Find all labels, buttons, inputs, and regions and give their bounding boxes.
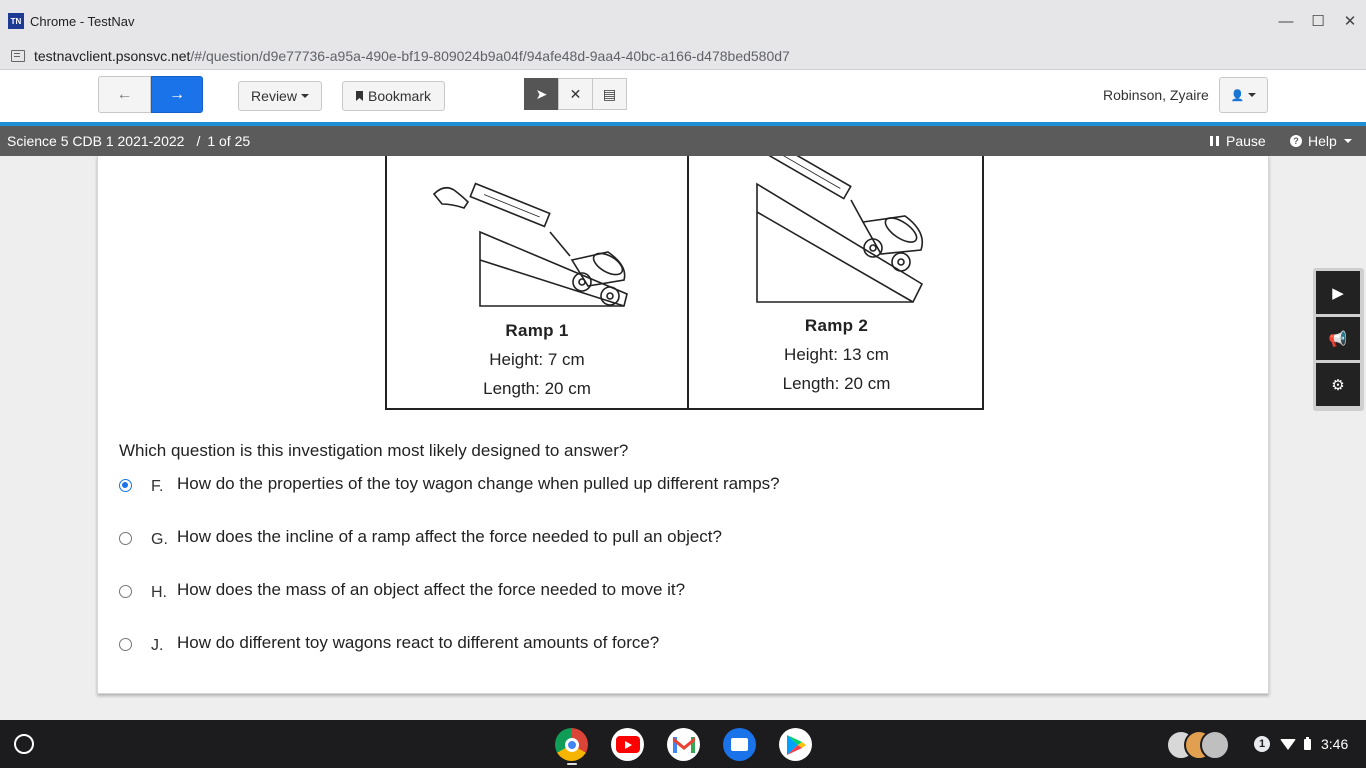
student-name: Robinson, Zyaire [1103,87,1209,103]
ramp-1-title: Ramp 1 [505,321,569,340]
answer-g-radio[interactable] [119,532,132,545]
answer-f-radio[interactable] [119,479,132,492]
window-title-bar [0,0,1366,42]
gmail-app-icon[interactable] [667,728,700,761]
launcher-icon[interactable] [14,734,34,754]
previous-question-button[interactable]: ← [98,76,151,113]
answer-option-f[interactable] [119,474,780,496]
test-separator: / [196,133,201,149]
ramp-2-cell [689,156,984,408]
gmail-icon [673,737,695,753]
answer-eliminator-button[interactable]: ✕ [558,78,593,110]
play-store-app-icon[interactable] [779,728,812,761]
pause-label: Pause [1226,133,1266,149]
play-icon[interactable]: ▶ [1316,271,1360,314]
answer-j-letter: J. [151,637,164,654]
window-title: Chrome - TestNav [30,13,135,29]
question-panel [97,156,1269,694]
user-icon: 👤 [1230,89,1245,102]
tray-thumbnail-3 [1200,730,1230,760]
ramp-2-title: Ramp 2 [804,316,869,335]
answer-j-radio[interactable] [119,638,132,651]
close-icon[interactable]: ✕ [1343,13,1357,30]
notepad-button[interactable]: ▤ [592,78,627,110]
answer-option-g[interactable] [119,527,722,549]
chrome-app-icon[interactable] [555,728,588,761]
notification-count: 1 [1254,736,1270,752]
ramp-2-height: Height: 13 cm [784,345,889,364]
status-area[interactable] [1244,730,1356,758]
system-shelf [0,720,1366,768]
megaphone-icon[interactable]: 📢 [1316,317,1360,360]
ramp-2-length: Length: 20 cm [782,374,891,393]
window-controls [1278,0,1358,42]
testnav-toolbar [0,70,1366,122]
review-button[interactable] [238,81,322,111]
help-button[interactable] [1290,126,1352,156]
ramp-table [385,156,984,410]
url-path: /#/question/d9e77736-a95a-490e-bf19-809024b9a04f/94afe48d-9aa4-40bc-a166-d478bed580d7 [190,47,790,64]
clock: 3:46 [1321,736,1349,752]
answer-j-text[interactable]: How do different toy wagons react to different amounts of force? [177,633,660,652]
answer-g-letter: G. [151,531,168,548]
youtube-app-icon[interactable] [611,728,644,761]
answer-option-j[interactable] [119,633,660,655]
chevron-down-icon [1248,93,1256,97]
chevron-down-icon [301,94,309,98]
answer-h-radio[interactable] [119,585,132,598]
answer-g-text[interactable]: How does the incline of a ramp affect the force needed to pull an object? [177,527,722,546]
question-position: 1 of 25 [207,133,251,149]
bookmark-button[interactable] [342,81,445,111]
url-text[interactable] [34,48,790,64]
maximize-icon[interactable]: ☐ [1311,13,1325,30]
help-icon: ? [1290,135,1302,147]
test-info-bar [0,126,1366,156]
ramp-1-length: Length: 20 cm [483,379,591,398]
battery-icon [1304,739,1311,750]
wifi-icon [1280,739,1296,750]
help-label: Help [1308,133,1337,149]
user-menu-button[interactable] [1219,77,1268,113]
minimize-icon[interactable]: — [1278,12,1294,30]
answer-f-text[interactable]: How do the properties of the toy wagon change when pulled up different ramps? [177,474,780,493]
review-label: Review [251,88,297,104]
testnav-logo-icon: TN [8,13,24,29]
answer-h-text[interactable]: How does the mass of an object affect the force needed to move it? [177,580,686,599]
test-name: Science 5 CDB 1 2021-2022 [7,133,185,149]
side-tools-panel [1313,268,1364,411]
bookmark-label: Bookmark [367,88,432,104]
question-prompt: Which question is this investigation most likely designed to answer? [119,441,629,460]
pause-button[interactable] [1210,126,1266,156]
ramp-1-height: Height: 7 cm [489,350,585,369]
address-bar[interactable] [0,42,1366,70]
chevron-down-icon [1344,139,1352,143]
bookmark-icon [356,91,363,101]
site-info-icon[interactable] [11,50,25,62]
files-app-icon[interactable] [723,728,756,761]
ramp-1-cell [387,156,687,408]
ramp-1-illustration [432,182,642,312]
pause-icon [1210,136,1219,146]
chrome-running-indicator [567,763,577,765]
url-host: testnavclient.psonsvc.net [34,47,191,64]
gear-icon[interactable]: ⚙ [1316,363,1360,406]
next-question-button[interactable]: → [151,76,203,113]
answer-f-letter: F. [151,478,164,495]
answer-tools-group [525,78,627,110]
play-store-icon [786,734,806,756]
answer-option-h[interactable] [119,580,686,602]
ramp-2-illustration [747,156,937,306]
answer-h-letter: H. [151,584,167,601]
pointer-tool-button[interactable]: ➤ [524,78,559,110]
tray-holding-space[interactable] [1166,730,1232,760]
